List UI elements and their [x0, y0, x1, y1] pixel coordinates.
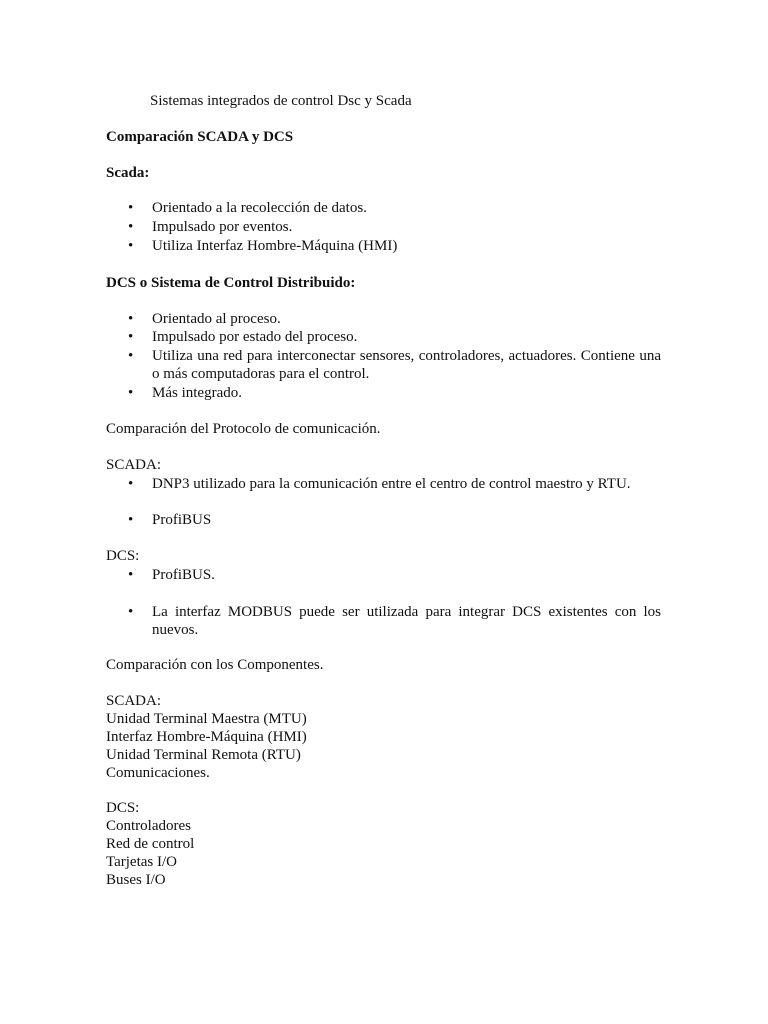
section-heading-protocol: Comparación del Protocolo de comunicación.: [106, 421, 381, 437]
list-item: Controladores: [106, 818, 191, 834]
scada-heading: Scada:: [106, 165, 150, 181]
list-item: Impulsado por estado del proceso.: [152, 329, 358, 345]
scada-components-heading: SCADA:: [106, 693, 162, 709]
bullet-dot: •: [128, 476, 134, 492]
list-item: ProfiBUS.: [152, 567, 215, 583]
bullet-dot: •: [128, 200, 134, 216]
bullet-dot: •: [128, 604, 134, 620]
list-item: Utiliza una red para interconectar sensores, controladores, actuadores. Contiene una o más computadoras para el control.: [152, 348, 661, 382]
list-item: Impulsado por eventos.: [152, 219, 293, 235]
list-item: Buses I/O: [106, 872, 166, 888]
list-item: Orientado al proceso.: [152, 311, 281, 327]
list-item: Orientado a la recolección de datos.: [152, 200, 367, 216]
bullet-dot: •: [128, 567, 134, 583]
list-item: Unidad Terminal Maestra (MTU): [106, 711, 307, 727]
scada-protocol-heading: SCADA:: [106, 457, 162, 473]
list-item: Más integrado.: [152, 385, 242, 401]
list-item: Interfaz Hombre-Máquina (HMI): [106, 729, 307, 745]
section-heading-comparison: Comparación SCADA y DCS: [106, 129, 294, 145]
list-item: Utiliza Interfaz Hombre-Máquina (HMI): [152, 238, 398, 254]
list-item: Comunicaciones.: [106, 765, 210, 781]
dcs-protocol-heading: DCS:: [106, 548, 140, 564]
section-heading-components: Comparación con los Componentes.: [106, 657, 324, 673]
bullet-dot: •: [128, 329, 134, 345]
list-item: La interfaz MODBUS puede ser utilizada para integrar DCS existentes con los nuevos.: [152, 604, 661, 638]
bullet-dot: •: [128, 311, 134, 327]
list-item: Unidad Terminal Remota (RTU): [106, 747, 301, 763]
list-item: ProfiBUS: [152, 512, 212, 528]
dcs-heading: DCS o Sistema de Control Distribuido:: [106, 275, 356, 291]
bullet-dot: •: [128, 219, 134, 235]
document-title: Sistemas integrados de control Dsc y Scada: [150, 93, 412, 109]
bullet-dot: •: [128, 385, 134, 401]
list-item: Tarjetas I/O: [106, 854, 178, 870]
list-item: Red de control: [106, 836, 195, 852]
list-item: DNP3 utilizado para la comunicación entre el centro de control maestro y RTU.: [152, 476, 631, 492]
bullet-dot: •: [128, 238, 134, 254]
bullet-dot: •: [128, 348, 134, 364]
dcs-components-heading: DCS:: [106, 800, 140, 816]
bullet-dot: •: [128, 512, 134, 528]
